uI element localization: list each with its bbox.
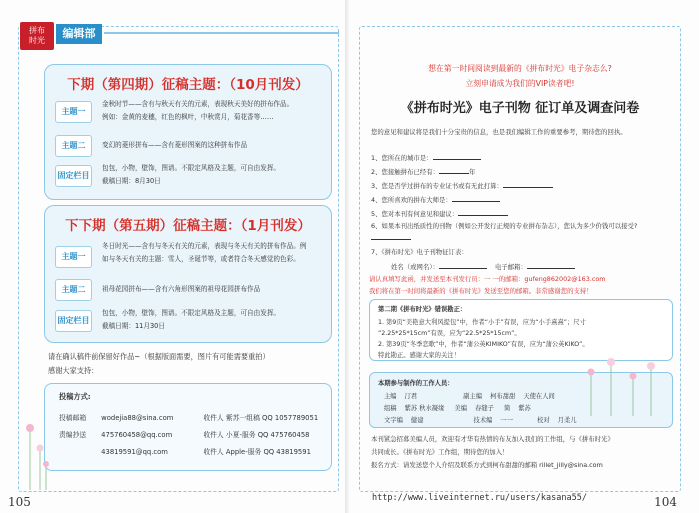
errata-line: 2. 第39页“冬季恋歌”中，作者“蒲公英KIMIKO”有误，应为“蒲公英KIKO”。 [378,341,589,348]
question-4 [371,194,500,204]
question-2 [371,166,475,176]
staff-role: 校对 [537,417,550,424]
contact-email[interactable]: 475760458@qq.com [101,431,173,439]
submission-instruction: 请认真填写此函，并发送至本刊发行员：一 一的邮箱：gufeng862002@163.com [369,275,606,283]
recruit-line-2: 共同成长。《拼布时光》工作组，期待您的加入！ [371,448,509,456]
answer-blank[interactable] [458,208,508,216]
theme-line: 包包，小物，壁饰，图谱。不限定风格及主题，可自由发挥。 [102,309,281,317]
staff-member: 汀君 [404,393,418,400]
box2-title: 下下期（第五期）征稿主题：（1月刊发） [65,218,311,234]
flower-decoration-left [22,400,50,490]
contact-email[interactable]: 43819591@qq.com [101,448,168,456]
question-text: 6、如果本刊出纸质性的刊物（例如公开发行正规的专业拼布杂志），您认为多少价钱可以接受? [371,222,638,230]
box1-title: 下期（第四期）征稿主题：（10月刊发） [67,77,309,93]
staff-row [384,403,531,412]
brand-line2: 时光 [29,36,45,45]
contact-role: 责编抄送 [59,431,87,439]
thanks-note: 我们将在第一时间将最新的《拼布时光》发送至您的邮箱。非常感谢您的支持！ [369,287,593,295]
theme-label: 固定栏目 [55,310,92,332]
staff-role: 文字编 [384,417,403,424]
question-3 [371,180,553,190]
staff-member: 月柔儿 [557,417,577,424]
name-field[interactable] [439,261,487,269]
contact-detail: 收件人 Apple-服务 QQ 43819591 [203,448,311,456]
contact-row [59,412,318,422]
theme-label: 固定栏目 [55,165,92,187]
staff-role: 简 [503,405,511,412]
theme-line: 截稿日期：8月30日 [102,177,161,185]
brand-logo [20,22,54,50]
errata-line: “2.25*25*15cm”有误，应为“22.5*25*15cm”。 [378,330,521,337]
form-email-label: 电子邮箱： [494,263,527,271]
staff-role: 主编 [384,393,397,400]
question-text: 2、您接触拼布已经有： [371,168,439,176]
left-page [0,0,349,513]
staff-row [384,391,555,400]
contact-email[interactable]: wodejia88@sina.com [101,414,174,422]
question-text: 5、您对本刊有何意见和建议： [371,210,459,218]
question-text: 3、您是否学过拼布的专业证书或有无此打算： [371,182,503,190]
staff-member: 春缝子 [475,405,494,412]
theme-text [102,98,338,124]
staff-member: 紫苏 [518,405,531,412]
errata-line: 1. 第9页“美艳意大利风提包”中，作者“小手”有误，应为“小手熹熹”；尺寸 [378,319,586,326]
notice-line-2: 感谢大家支持： [48,366,99,375]
staff-role: 组稿 [384,405,397,412]
staff-member: 一一 [500,417,514,424]
theme-line: 冬日时光——含有与冬天有关的元素，表现与冬天有关的拼布作品。例 [102,242,307,250]
survey-heading: 《拼布时光》电子刊物 征订单及调查问卷 [400,101,640,116]
theme-text [102,307,338,333]
theme-line: 例如：金黄的麦穗，红色的枫叶，中秋赏月，菊花香等…… [102,113,274,121]
contact-detail: 收件人 小夏-服务 QQ 475760458 [203,431,310,439]
answer-blank[interactable] [439,166,469,174]
staff-role: 副主编 [463,393,483,400]
page-number: 104 [654,495,677,509]
theme-text [102,139,338,152]
staff-member: 健建 [410,417,424,424]
theme-label: 主题二 [55,135,92,157]
theme-label: 主题一 [55,246,92,268]
notice-line-1: 请在确认稿件前保留好作品~（根据版面需要，图片有可能需要重拍） [48,352,270,361]
survey-intro: 您的意见和建议将是我们十分宝贵的信息，也是我们编辑工作的重要参考，期待您的回执。 [371,128,627,136]
question-7: 7、《拼布时光》电子刊物征订表： [371,248,468,256]
right-page [349,0,699,513]
recruit-line-1: 本刊紧急招募美编人员，欢迎有才华有热情的布友加入我们的工作组，与《拼布时光》 [371,435,614,443]
question-1 [371,152,481,162]
staff-row [384,415,577,424]
contact-role: 投稿邮箱 [59,414,87,422]
theme-label: 主题二 [55,279,92,301]
answer-blank[interactable] [452,194,500,202]
subscription-form [391,261,575,271]
question-text: 1、您所在的城市是： [371,154,433,162]
theme-line: 包包，小物，壁饰，图谱。不限定风格及主题，可自由发挥。 [102,164,281,172]
contact-title: 投稿方式: [59,392,91,401]
staff-title: 本期参与制作的工作人员： [378,380,454,387]
errata-title: 第二期《拼布时光》错误勘正： [378,306,467,313]
answer-blank[interactable] [503,180,553,188]
promo-line-1: 想在第一时间阅读到最新的《拼布时光》电子杂志么? [428,64,612,73]
submission-contact-box [44,383,332,471]
theme-text [102,162,338,188]
section-tag: 编辑部 [56,24,102,44]
staff-member: 天使在人间 [523,393,555,400]
answer-blank[interactable] [371,232,411,240]
theme-line: 祖母花园拼布——含有六角形图案的祖母花园拼布作品 [102,285,261,293]
theme-text [102,240,342,266]
contact-row [59,429,309,439]
call-for-works-box-1 [44,64,332,200]
theme-line: 金秋时节——含有与秋天有关的元素，表现秋天美好的拼布作品。 [102,100,294,108]
brand-line1: 拼布 [29,26,45,35]
theme-text [102,283,338,296]
errata-line: 特此勘正。感谢大家的关注！ [378,352,460,359]
theme-line: 变幻的菱形拼布——含有菱形图案的这种拼布作品 [102,141,248,149]
page-number: 105 [8,495,31,509]
staff-member: 紫苏 秋水凝缘 [404,405,445,412]
source-watermark[interactable]: http://www.liveinternet.ru/users/kasana55/ [372,493,587,503]
call-for-works-box-2 [44,205,332,343]
promo-line-2: 立刻申请成为我们的VIP读者吧! [465,79,575,88]
staff-member: 柯布甜甜 [490,393,516,400]
errata-box [369,299,673,361]
top-rule [104,32,339,34]
flower-decoration-right [581,356,661,416]
contact-detail: 收件人 紫苏一组稿 QQ 1057789051 [203,414,319,422]
theme-line: 如与冬天有关的主题：雪人，圣诞节等，或者符合冬天感觉的色彩。 [102,255,300,263]
question-5 [371,208,508,218]
form-name-label: 姓名（或网名）： [391,263,439,271]
recruit-line-3: 报名方式：请发送您个人介绍及联系方式到柯布甜甜的邮箱 rillet_jilly@sina.com [371,461,603,469]
staff-role: 技术编 [473,417,493,424]
email-field[interactable] [527,261,575,269]
answer-blank[interactable] [433,152,481,160]
question-text: 4、您所喜欢的拼布大师是： [371,196,452,204]
question-suffix: 年 [468,168,476,176]
question-6 [371,220,669,244]
staff-role: 美编 [454,405,468,412]
theme-line: 截稿日期：11月30日 [102,322,165,330]
contact-row [59,446,311,456]
theme-label: 主题一 [55,101,92,123]
